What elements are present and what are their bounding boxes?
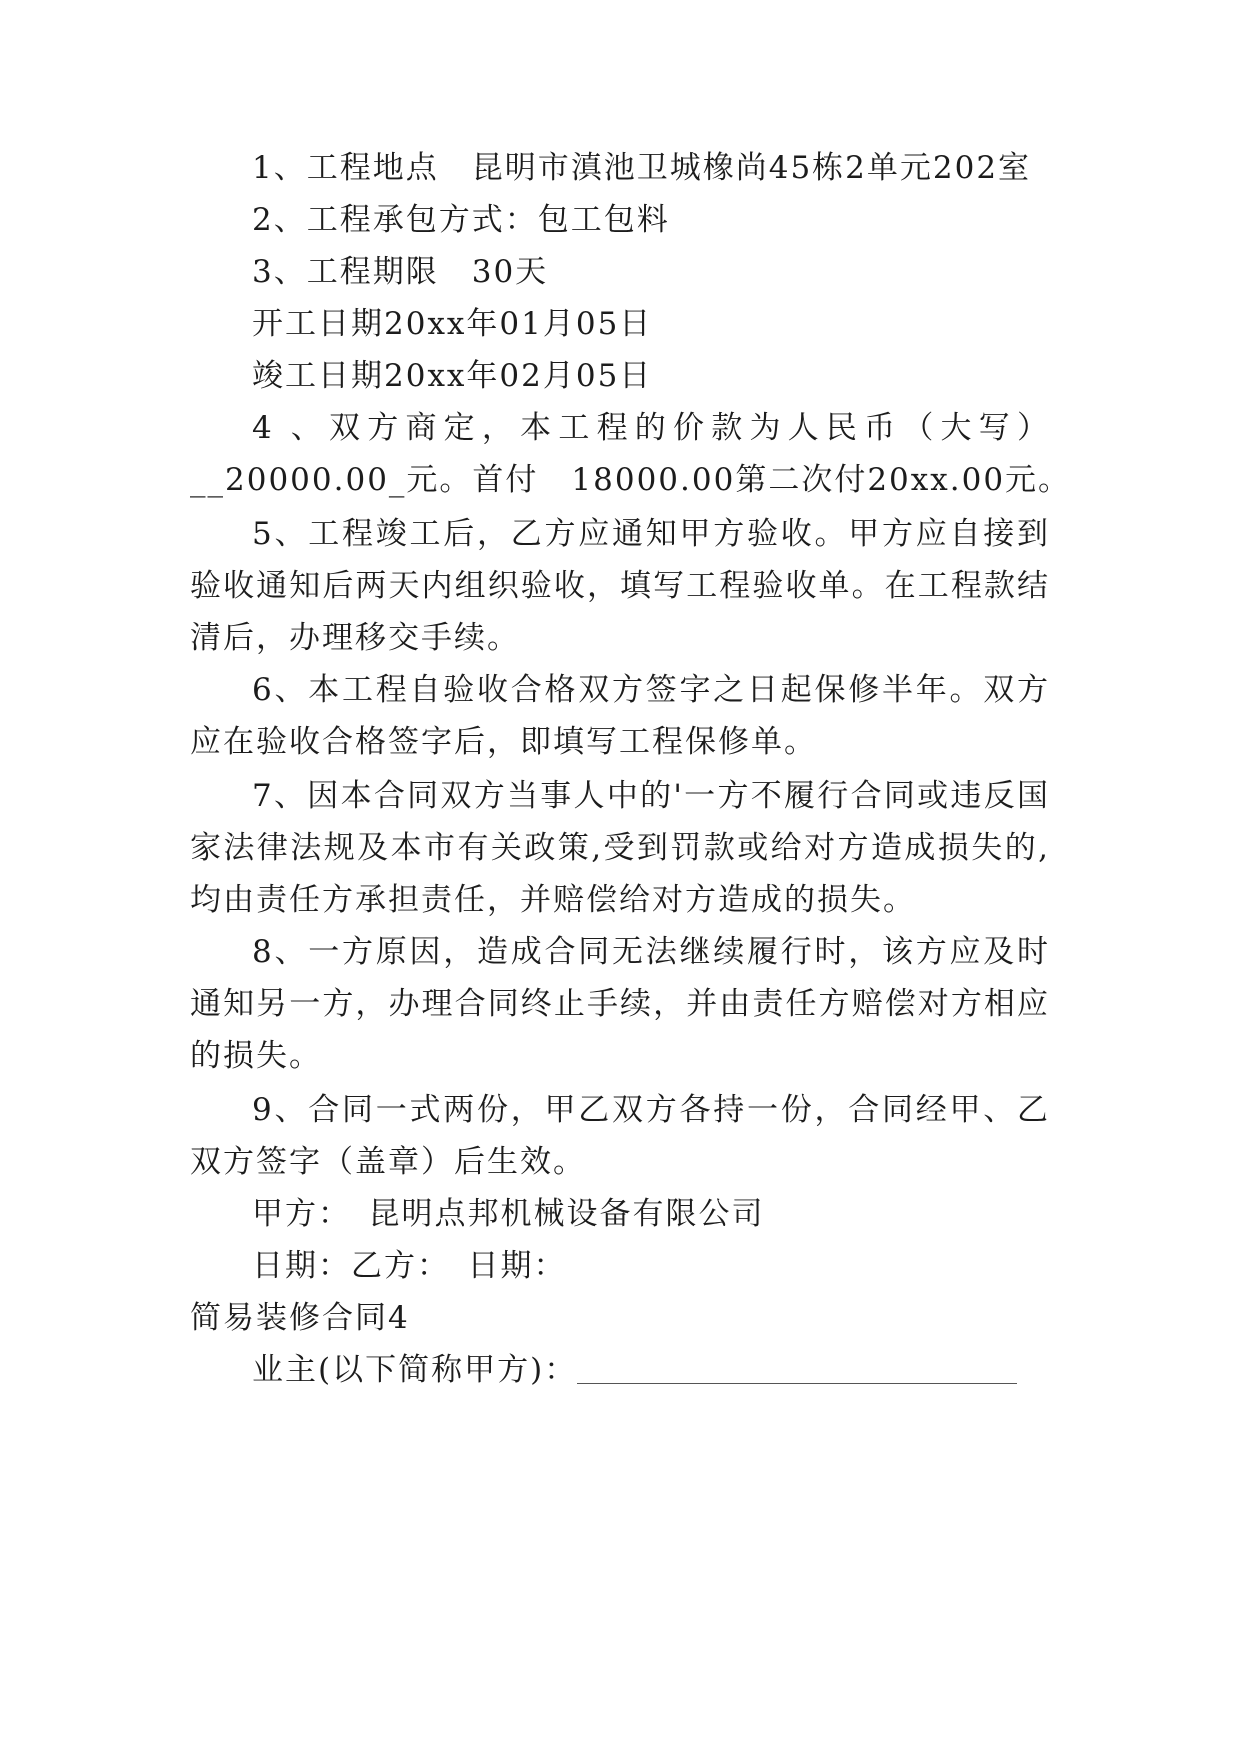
- clause-4-price-line-2: __20000.00_元。首付 18000.00第二次付20xx.00元。: [190, 462, 1072, 498]
- completion-date: 竣工日期20xx年02月05日: [252, 358, 653, 394]
- clause-5-line-1: 5、工程竣工后，乙方应通知甲方验收。甲方应自接到: [252, 516, 1050, 552]
- clause-5-line-3: 清后，办理移交手续。: [190, 620, 520, 656]
- owner-blank-line: [577, 1353, 1017, 1384]
- owner-label: 业主(以下简称甲方)：: [252, 1352, 578, 1388]
- clause-8-line-2: 通知另一方，办理合同终止手续，并由责任方赔偿对方相应: [190, 986, 1050, 1022]
- clause-1-location: 1、工程地点 昆明市滇池卫城橡尚45栋2单元202室: [252, 150, 1032, 186]
- clause-7-line-2: 家法律法规及本市有关政策,受到罚款或给对方造成损失的,: [190, 830, 1050, 866]
- clause-8-line-1: 8、一方原因，造成合同无法继续履行时，该方应及时: [252, 934, 1050, 970]
- clause-8-line-3: 的损失。: [190, 1038, 322, 1074]
- clause-7-line-1: 7、因本合同双方当事人中的'一方不履行合同或违反国: [252, 778, 1050, 814]
- clause-9-line-2: 双方签字（盖章）后生效。: [190, 1144, 586, 1180]
- clause-6-line-1: 6、本工程自验收合格双方签字之日起保修半年。双方: [252, 672, 1050, 708]
- clause-5-line-2: 验收通知后两天内组织验收，填写工程验收单。在工程款结: [190, 568, 1050, 604]
- party-a-signature-line: 甲方： 昆明点邦机械设备有限公司: [252, 1196, 765, 1232]
- clause-6-line-2: 应在验收合格签字后，即填写工程保修单。: [190, 724, 817, 760]
- clause-4-price-line-1: 4 、双方商定，本工程的价款为人民币（大写）: [252, 410, 1050, 446]
- clause-3-duration: 3、工程期限 30天: [252, 254, 549, 290]
- clause-9-line-1: 9、合同一式两份，甲乙双方各持一份，合同经甲、乙: [252, 1092, 1050, 1128]
- date-party-b-line: 日期：乙方： 日期：: [252, 1248, 567, 1284]
- owner-field-row: [252, 1350, 1050, 1390]
- start-date: 开工日期20xx年01月05日: [252, 306, 653, 342]
- clause-2-contract-method: 2、工程承包方式：包工包料: [252, 202, 670, 238]
- section-heading: 简易装修合同4: [190, 1300, 410, 1336]
- clause-7-line-3: 均由责任方承担责任，并赔偿给对方造成的损失。: [190, 882, 916, 918]
